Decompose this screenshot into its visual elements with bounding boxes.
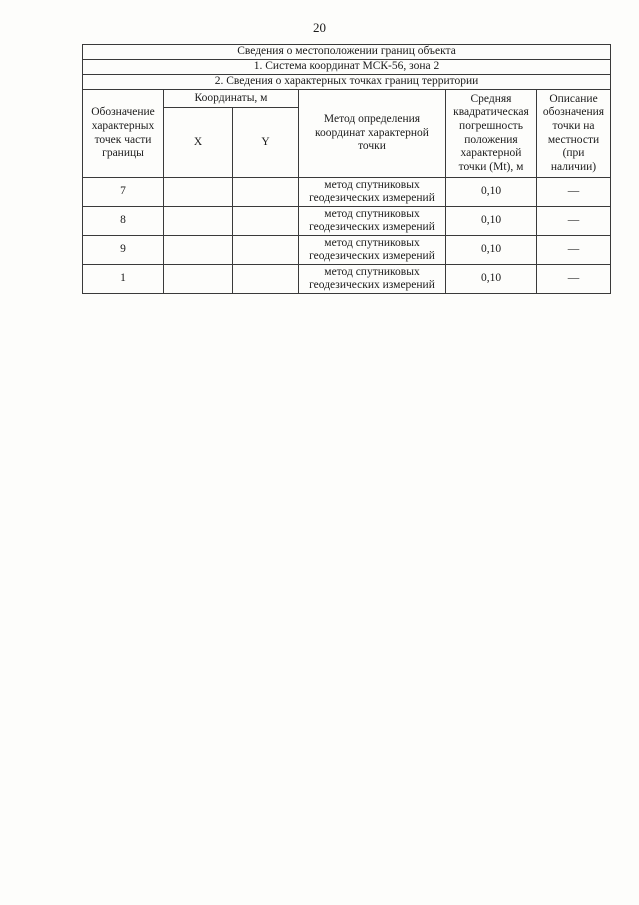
point-cell: 9 [83,236,164,265]
header-y: Y [233,108,299,178]
point-cell: 8 [83,207,164,236]
description-cell: — [537,207,611,236]
description-cell: — [537,265,611,294]
x-cell [164,207,233,236]
method-cell: метод спутниковых геодезических измерений [299,178,446,207]
header-designation: Обозначение характерных точек части границы [83,90,164,178]
table-row [83,265,611,294]
header-x: X [164,108,233,178]
table-row [83,178,611,207]
point-cell: 1 [83,265,164,294]
table-row [83,236,611,265]
header-coordinates: Координаты, м [164,90,299,108]
x-cell [164,265,233,294]
description-cell: — [537,236,611,265]
y-cell [233,178,299,207]
method-cell: метод спутниковых геодезических измерений [299,265,446,294]
error-cell: 0,10 [446,265,537,294]
error-cell: 0,10 [446,178,537,207]
y-cell [233,265,299,294]
method-cell: метод спутниковых геодезических измерений [299,236,446,265]
header-method: Метод определения координат характерной точки [299,90,446,178]
table-row [83,207,611,236]
header-error: Средняя квадратическая погрешность положения характерной точки (Мt), м [446,90,537,178]
x-cell [164,178,233,207]
section-title: Сведения о местоположении границ объекта [83,45,611,60]
boundary-points-table [82,44,611,294]
point-cell: 7 [83,178,164,207]
error-cell: 0,10 [446,236,537,265]
description-cell: — [537,178,611,207]
error-cell: 0,10 [446,207,537,236]
method-cell: метод спутниковых геодезических измерений [299,207,446,236]
points-title: 2. Сведения о характерных точках границ территории [83,75,611,90]
page-number: 20 [313,20,326,35]
x-cell [164,236,233,265]
y-cell [233,236,299,265]
coord-system-title: 1. Система координат МСК-56, зона 2 [83,60,611,75]
y-cell [233,207,299,236]
header-description: Описание обозначения точки на местности (при наличии) [537,90,611,178]
